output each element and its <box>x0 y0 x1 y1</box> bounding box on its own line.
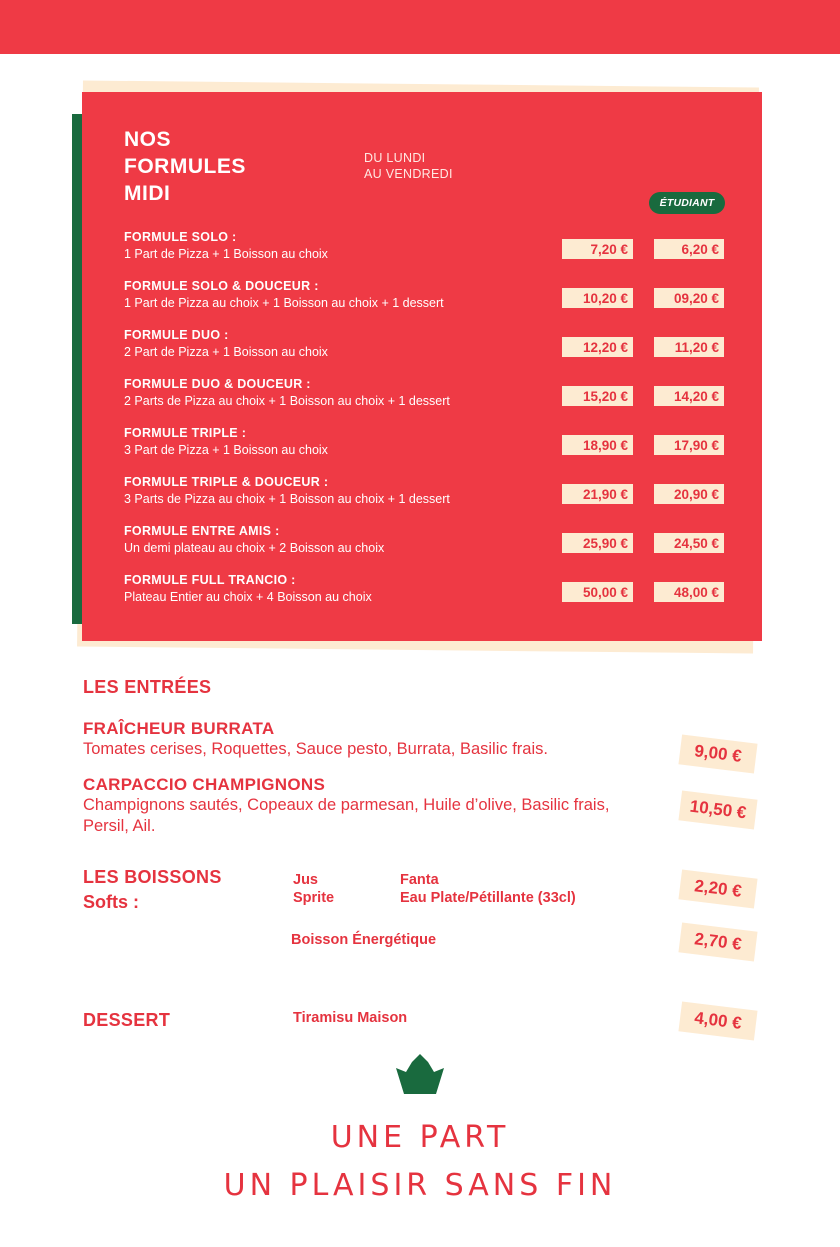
formula-name: FORMULE FULL TRANCIO : <box>124 573 296 587</box>
formula-student-price: 6,20 € <box>654 239 724 259</box>
formula-row <box>124 377 724 413</box>
slogan-line-1: UNE PART <box>330 1120 510 1155</box>
formula-price: 25,90 € <box>562 533 633 553</box>
days-line: AU VENDREDI <box>364 167 453 181</box>
formula-name: FORMULE TRIPLE & DOUCEUR : <box>124 475 329 489</box>
formula-price: 10,20 € <box>562 288 633 308</box>
formula-student-price: 17,90 € <box>654 435 724 455</box>
formula-name: FORMULE ENTRE AMIS : <box>124 524 280 538</box>
entrees-heading: LES ENTRÉES <box>83 677 212 697</box>
crown-icon <box>396 1054 444 1094</box>
formula-price: 50,00 € <box>562 582 633 602</box>
dessert-item: Tiramisu Maison <box>293 1010 408 1026</box>
drink-item: Sprite <box>293 890 335 906</box>
boissons-heading: LES BOISSONS <box>83 867 222 887</box>
formula-name: FORMULE TRIPLE : <box>124 426 247 440</box>
drink-item: Jus <box>293 872 318 888</box>
formules-card <box>82 92 762 641</box>
formula-row <box>124 573 724 609</box>
formula-desc: Un demi plateau au choix + 2 Boisson au choix <box>124 541 385 555</box>
formula-price: 12,20 € <box>562 337 633 357</box>
formula-row <box>124 230 724 266</box>
formula-name: FORMULE SOLO : <box>124 230 237 244</box>
energy-price-tag: 2,70 € <box>678 922 757 961</box>
entree-name: CARPACCIO CHAMPIGNONS <box>83 775 326 794</box>
formula-desc: 2 Part de Pizza + 1 Boisson au choix <box>124 345 328 359</box>
formula-student-price: 48,00 € <box>654 582 724 602</box>
formules-title <box>124 126 246 207</box>
entree-desc: Tomates cerises, Roquettes, Sauce pesto, Burrata, Basilic frais. <box>83 740 548 758</box>
drink-item: Boisson Énergétique <box>291 932 437 948</box>
formula-student-price: 09,20 € <box>654 288 724 308</box>
formula-student-price: 11,20 € <box>654 337 724 357</box>
formula-row <box>124 426 724 462</box>
title-line: NOS <box>124 128 172 151</box>
days-line: DU LUNDI <box>364 151 426 165</box>
softs-label: Softs : <box>83 892 139 912</box>
formula-name: FORMULE SOLO & DOUCEUR : <box>124 279 319 293</box>
top-banner <box>0 0 840 54</box>
drink-item: Fanta <box>400 872 439 888</box>
entree-desc: Champignons sautés, Copeaux de parmesan, Huile d’olive, Basilic frais, Persil, Ail. <box>83 796 610 835</box>
formula-desc: 1 Part de Pizza + 1 Boisson au choix <box>124 247 328 261</box>
formula-row <box>124 524 724 560</box>
entree-price-tag: 9,00 € <box>678 734 757 773</box>
entree-name: FRAÎCHEUR BURRATA <box>83 719 275 738</box>
student-badge: ÉTUDIANT <box>649 192 725 214</box>
formula-student-price: 24,50 € <box>654 533 724 553</box>
formula-price: 15,20 € <box>562 386 633 406</box>
slogan-line-2: UN PLAISIR SANS FIN <box>223 1168 617 1203</box>
days-note <box>364 150 453 182</box>
formula-student-price: 14,20 € <box>654 386 724 406</box>
formula-desc: 2 Parts de Pizza au choix + 1 Boisson au choix + 1 dessert <box>124 394 450 408</box>
formula-row <box>124 328 724 364</box>
formula-price: 18,90 € <box>562 435 633 455</box>
dessert-price-tag: 4,00 € <box>678 1001 757 1040</box>
formula-row <box>124 279 724 315</box>
formula-desc: Plateau Entier au choix + 4 Boisson au choix <box>124 590 372 604</box>
title-line: FORMULES <box>124 155 246 178</box>
drink-item: Eau Plate/Pétillante (33cl) <box>400 890 576 906</box>
formula-price: 7,20 € <box>562 239 633 259</box>
softs-price-tag: 2,20 € <box>678 869 757 908</box>
formula-price: 21,90 € <box>562 484 633 504</box>
formula-desc: 3 Parts de Pizza au choix + 1 Boisson au choix + 1 dessert <box>124 492 450 506</box>
formula-name: FORMULE DUO & DOUCEUR : <box>124 377 311 391</box>
entree-price-tag: 10,50 € <box>678 790 757 829</box>
formula-desc: 3 Part de Pizza + 1 Boisson au choix <box>124 443 328 457</box>
formula-row <box>124 475 724 511</box>
formula-desc: 1 Part de Pizza au choix + 1 Boisson au choix + 1 dessert <box>124 296 444 310</box>
formula-name: FORMULE DUO : <box>124 328 229 342</box>
title-line: MIDI <box>124 182 171 205</box>
dessert-heading: DESSERT <box>83 1010 171 1030</box>
formula-student-price: 20,90 € <box>654 484 724 504</box>
